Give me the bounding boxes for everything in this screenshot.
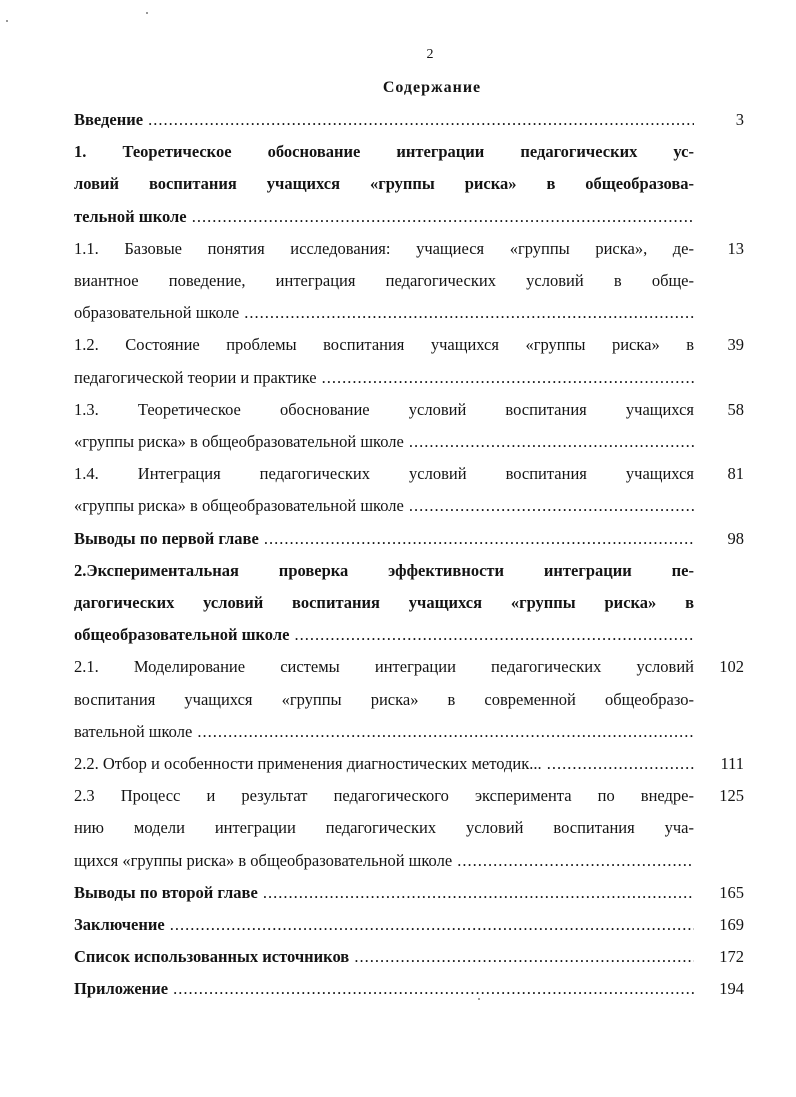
toc-entry-line: 2.1. Моделирование системы интеграции педагогических условий: [74, 657, 694, 677]
toc-entry-line: Выводы по первой главе .....: [74, 529, 694, 549]
toc-entry-line: «группы риска» в общеобразовательной школе .....: [74, 496, 694, 516]
toc-entry-line: воспитания учащихся «группы риска» в современной общеобразо-: [74, 689, 694, 709]
toc-entry-page: 169: [719, 915, 744, 934]
scan-speck: [478, 998, 480, 1000]
toc-entry-line: 1.2. Состояние проблемы воспитания учащихся «группы риска» в: [74, 335, 694, 355]
toc-entry-line: щихся «группы риска» в общеобразовательной школе .....: [74, 851, 694, 871]
toc-entry-page: 165: [719, 882, 744, 902]
toc-entry-page: 102: [719, 657, 744, 677]
toc-entry-line: общеобразовательной школе .....: [74, 625, 694, 645]
toc-entry-line: «группы риска» в общеобразовательной школе .....: [74, 432, 694, 452]
toc-entry-line: 2.3 Процесс и результат педагогического эксперимента по внедре-: [74, 786, 694, 806]
scan-speck: [146, 12, 148, 14]
toc-entry-page: 13: [727, 238, 744, 258]
toc-entry-page: 111: [720, 754, 744, 773]
toc-entry-line: Выводы по второй главе .....: [74, 883, 694, 903]
toc-entry-line: образовательной школе .....: [74, 303, 694, 323]
toc-entry-page: 98: [727, 528, 744, 548]
toc-entry-line: Заключение .....: [74, 915, 694, 935]
toc-entry-line: нию модели интеграции педагогических условий воспитания уча-: [74, 818, 694, 838]
toc-entry-line: 2.Экспериментальная проверка эффективности интеграции пе-: [74, 560, 694, 580]
toc-entry-line: 1.4. Интеграция педагогических условий воспитания учащихся: [74, 464, 694, 484]
toc-entry-line: ловий воспитания учащихся «группы риска» в общеобразова-: [74, 174, 694, 194]
toc-entry-line: Список использованных источников .....: [74, 947, 694, 967]
toc-entry-line: 1.3. Теоретическое обоснование условий воспитания учащихся: [74, 399, 694, 419]
page-number: 2: [426, 47, 434, 62]
toc-entry-page: 194: [719, 979, 744, 999]
scan-speck: [6, 20, 8, 22]
toc-entry-page: 58: [727, 399, 744, 419]
toc-entry-line: виантное поведение, интеграция педагогических условий в обще-: [74, 271, 694, 290]
toc-entry-page: 81: [727, 464, 744, 484]
toc-entry-line: Введение .....: [74, 110, 694, 130]
toc-entry-page: 125: [719, 786, 744, 806]
toc-entry-page: 3: [735, 110, 744, 129]
toc-entry-line: тельной школе .....: [74, 207, 694, 227]
toc-entry-line: педагогической теории и практике .....: [74, 368, 694, 388]
toc-entry-line: дагогических условий воспитания учащихся «группы риска» в: [74, 593, 694, 612]
toc-entry-page: 39: [727, 335, 744, 355]
toc-entry-line: Приложение .....: [74, 979, 694, 999]
toc-entry-line: 1.1. Базовые понятия исследования: учащиеся «группы риска», де-: [74, 238, 694, 258]
toc-entry-line: 1. Теоретическое обоснование интеграции педагогических ус-: [74, 142, 694, 162]
toc-title: Содержание: [382, 79, 482, 96]
toc-entry-line: вательной школе .....: [74, 722, 694, 742]
toc-entry-page: 172: [719, 947, 744, 967]
toc-entry-line: 2.2. Отбор и особенности применения диагностических методик... .....: [74, 754, 694, 774]
